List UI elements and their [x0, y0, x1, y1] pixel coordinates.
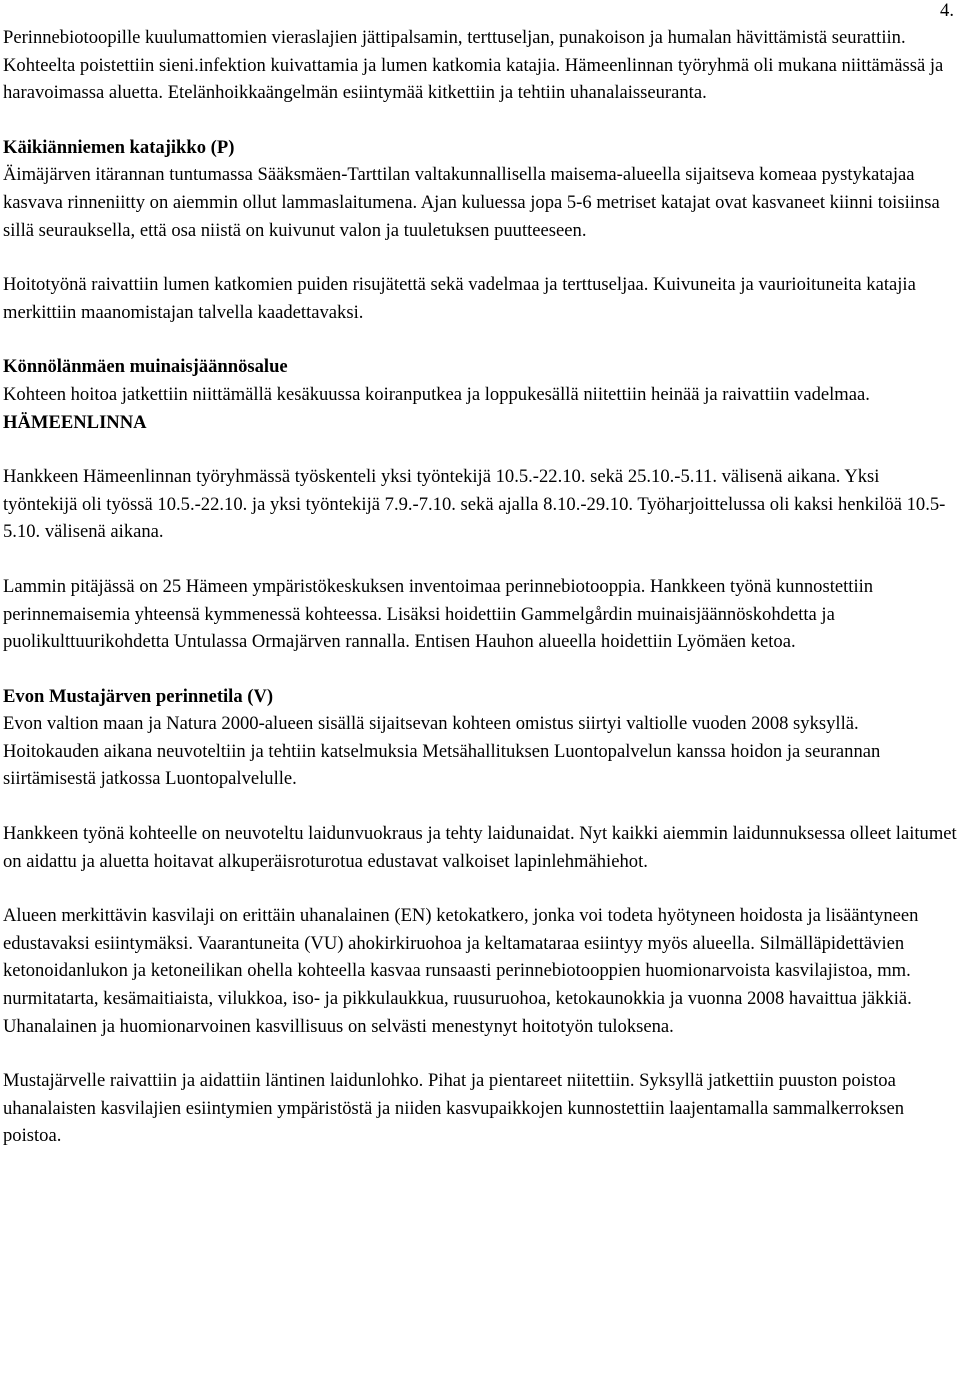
- page-number: 4.: [940, 0, 954, 21]
- region-heading: HÄMEENLINNA: [3, 411, 147, 433]
- section-paragraph: Kohteen hoitoa jatkettiin niittämällä kesäkuussa koiranputkea ja loppukesällä niitettiin heinää ja raivattiin vadelmaa.: [3, 383, 870, 405]
- section-heading: Käikiänniemen katajikko (P): [3, 136, 235, 158]
- section-kaikianniemi: [3, 134, 957, 327]
- section-evo-mustajarvi: [3, 683, 957, 1150]
- section-paragraph: Äimäjärven itärannan tuntumassa Sääksmäen-Tarttilan valtakunnallisella maisema-alueella sijaitseva komeaa pystykatajaa kasvava rinneniitty on aiemmin ollut lammaslaitumena. Ajan kuluessa jopa 5-6 metriset katajat ovat kasvaneet kiinni toisiinsa sillä seurauksella, että osa niistä on kuivunut valon ja tuuletuksen puutteeseen.: [3, 164, 940, 241]
- section-konnolanmaki: [3, 353, 957, 408]
- section-heading: Könnölänmäen muinaisjäännösalue: [3, 356, 288, 378]
- section-paragraph: Hankkeen työnä kohteelle on neuvoteltu laidunvuokraus ja tehty laidunaidat. Nyt kaikki aiemmin laidunnuksessa olleet laitumet on aidattu ja aluetta hoitavat alkuperäisroturotua edustavat valkoiset lapinlehmähiehot.: [3, 823, 957, 872]
- section-heading: Evon Mustajärven perinnetila (V): [3, 685, 274, 707]
- region-paragraph: Hankkeen Hämeenlinnan työryhmässä työskenteli yksi työntekijä 10.5.-22.10. sekä 25.10.-5.11. välisenä aikana. Yksi työntekijä oli työssä 10.5.-22.10. ja yksi työntekijä 7.9.-7.10. sekä ajalla 8.10.-29.10. Työharjoittelussa oli kaksi henkilöä 10.5-5.10. välisenä aikana.: [3, 466, 946, 543]
- document-body: [3, 24, 957, 1150]
- section-paragraph: Mustajärvelle raivattiin ja aidattiin läntinen laidunlohko. Pihat ja pientareet niitettiin. Syksyllä jatkettiin puuston poistoa uhanalaisten kasvilajien esiintymien ympäristöstä ja niiden kasvupaikkojen kunnostettiin laajentamalla sammalkerroksen poistoa.: [3, 1070, 905, 1147]
- section-paragraph: Alueen merkittävin kasvilaji on erittäin uhanalainen (EN) ketokatkero, jonka voi todeta hyötyneen hoidosta ja lisääntyneen edustavaksi esiintymäksi. Vaarantuneita (VU) ahokirkiruohoa ja keltamataraa esiintyy myös alueella. Silmälläpidettävien ketonoidanlukon ja ketoneilikan ohella kohteella kasvaa runsaasti perinnebiotooppien huomionarvoista kasvilajistoa, mm. nurmitatarta, kesämaitiaista, vilukkoa, iso- ja pikkulaukkua, ruusuruohoa, ketokaunokkia ja vuonna 2008 havaittua jäkkiä. Uhanalainen ja huomionarvoinen kasvillisuus on selvästi menestynyt hoitotyön tuloksena.: [3, 905, 919, 1037]
- section-paragraph: Hoitotyönä raivattiin lumen katkomien puiden risujätettä sekä vadelmaa ja terttuseljaa. Kuivuneita ja vaurioituneita katajia merkittiin maanomistajan talvella kaadettavaksi.: [3, 274, 916, 323]
- intro-paragraph: Perinnebiotoopille kuulumattomien vieraslajien jättipalsamin, terttuseljan, punakoison ja humalan hävittämistä seurattiin. Kohteelta poistettiin sieni.infektion kuivattamia ja lumen katkomia katajia. Hämeenlinnan työryhmä oli mukana niittämässä ja haravoimassa aluetta. Etelänhoikkaängelmän esiintymää kitkettiin ja tehtiin uhanalaisseuranta.: [3, 27, 944, 104]
- section-paragraph: Evon valtion maan ja Natura 2000-alueen sisällä sijaitsevan kohteen omistus siirtyi valtiolle vuoden 2008 syksyllä. Hoitokauden aikana neuvoteltiin ja tehtiin katselmuksia Metsähallituksen Luontopalvelun kanssa hoidon ja seurannan siirtämisestä jatkossa Luontopalvelulle.: [3, 713, 881, 790]
- region-paragraph: Lammin pitäjässä on 25 Hämeen ympäristökeskuksen inventoimaa perinnebiotooppia. Hankkeen työnä kunnostettiin perinnemaisemia yhteensä kymmenessä kohteessa. Lisäksi hoidettiin Gammelgårdin muinaisjäännöskohdetta ja puolikulttuurikohdetta Untulassa Ormajärven rannalla. Entisen Hauhon alueella hoidettiin Lyömäen ketoa.: [3, 575, 874, 653]
